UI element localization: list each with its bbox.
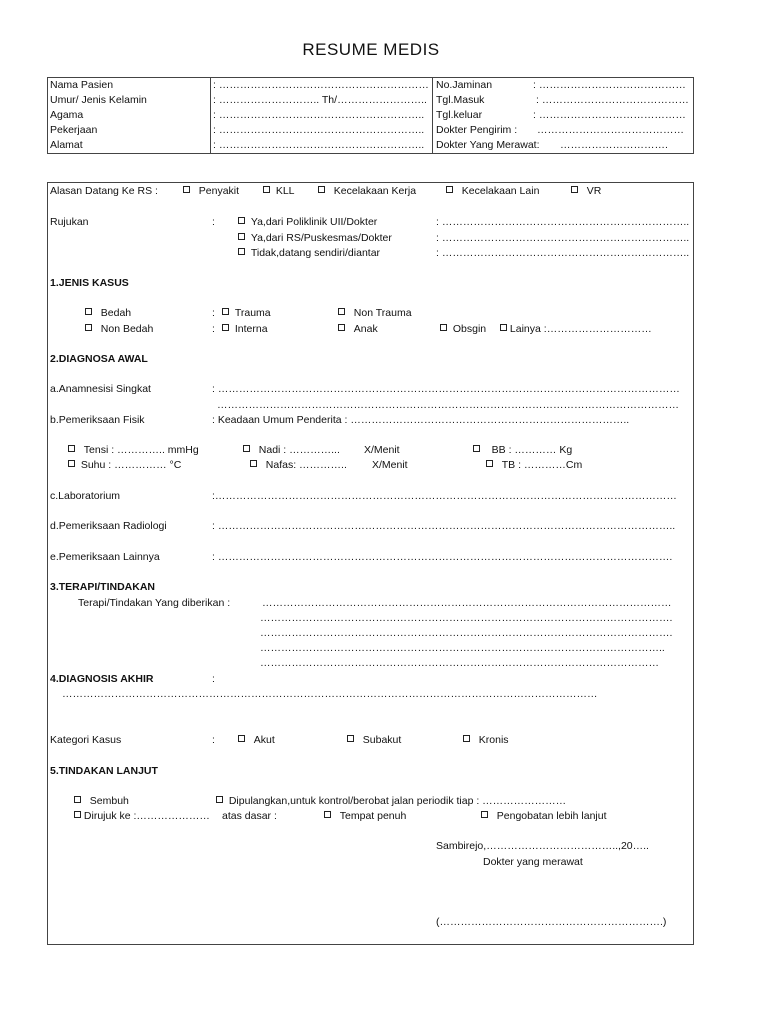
dokter-merawat-field[interactable]: …………………………. <box>560 139 668 151</box>
checkbox-icon[interactable] <box>216 796 223 803</box>
tgl-keluar-label: Tgl.keluar <box>436 109 483 121</box>
dokter-merawat-label: Dokter Yang Merawat: <box>436 139 540 151</box>
nadi-field[interactable]: Nadi : …………... <box>243 444 340 457</box>
alamat-field[interactable]: : ………………………………………………….. <box>213 139 425 151</box>
checkbox-icon[interactable] <box>238 233 245 240</box>
non-bedah-option[interactable]: Non Bedah <box>85 323 153 336</box>
non-trauma-option[interactable]: Non Trauma <box>338 307 412 320</box>
rujukan-option-puskesmas[interactable]: Ya,dari RS/Puskesmas/Dokter <box>238 232 392 245</box>
checkbox-icon[interactable] <box>500 324 507 331</box>
checkbox-icon[interactable] <box>250 460 257 467</box>
anamnesis-field-line2[interactable]: …………………………………………………………………………………………………………………… <box>217 399 679 411</box>
signature-role: Dokter yang merawat <box>483 856 583 868</box>
table-divider <box>432 77 433 154</box>
pengobatan-lanjut-option[interactable]: Pengobatan lebih lanjut <box>481 810 607 823</box>
agama-field[interactable]: : ………………………………………………….. <box>213 109 425 121</box>
radiologi-field[interactable]: : ………………………………………………………………………………………………………………….. <box>212 520 676 532</box>
terapi-label: Terapi/Tindakan Yang diberikan : <box>78 597 231 609</box>
anamnesis-field[interactable]: : …………………………………………………………………………………………………………………… <box>212 383 680 395</box>
tensi-field[interactable]: Tensi : ………….. mmHg <box>68 444 199 457</box>
checkbox-icon[interactable] <box>238 735 245 742</box>
radiologi-label: d.Pemeriksaan Radiologi <box>50 520 167 532</box>
checkbox-icon[interactable] <box>486 460 493 467</box>
terapi-heading: 3.TERAPI/TINDAKAN <box>50 581 156 593</box>
terapi-field[interactable]: ……………………………………………………………………………………………………… <box>262 597 672 609</box>
bedah-option[interactable]: Bedah <box>85 307 131 320</box>
checkbox-icon[interactable] <box>85 324 92 331</box>
anak-option[interactable]: Anak <box>338 323 378 336</box>
agama-label: Agama <box>50 109 84 121</box>
checkbox-icon[interactable] <box>238 217 245 224</box>
pekerjaan-field[interactable]: : ………………………………………………….. <box>213 124 425 136</box>
laboratorium-field[interactable]: :…………………………………………………………………………………………………………………… <box>212 490 677 502</box>
checkbox-icon[interactable] <box>481 811 488 818</box>
document-title: RESUME MEDIS <box>302 40 440 59</box>
rujukan-label: Rujukan <box>50 216 89 228</box>
diagnosis-akhir-colon: : <box>212 673 215 685</box>
checkbox-icon[interactable] <box>74 796 81 803</box>
kategori-kronis-option[interactable]: Kronis <box>463 734 509 747</box>
nama-pasien-label: Nama Pasien <box>50 79 114 91</box>
trauma-option[interactable]: Trauma <box>222 307 271 320</box>
pemeriksaan-lainnya-field[interactable]: : …………………………………………………………………………………………………………………. <box>212 551 673 563</box>
checkbox-icon[interactable] <box>347 735 354 742</box>
checkbox-icon[interactable] <box>446 186 453 193</box>
alamat-label: Alamat <box>50 139 83 151</box>
no-jaminan-field[interactable]: : …………………………………… <box>533 79 686 91</box>
alasan-penyakit-option[interactable]: Penyakit <box>183 185 239 198</box>
checkbox-icon[interactable] <box>85 308 92 315</box>
alasan-kll-option[interactable]: KLL <box>263 185 295 198</box>
bedah-colon: : <box>212 307 215 319</box>
kategori-subakut-option[interactable]: Subakut <box>347 734 401 747</box>
suhu-field[interactable]: Suhu : …………… °C <box>68 459 181 472</box>
tempat-penuh-option[interactable]: Tempat penuh <box>324 810 406 823</box>
alasan-kecelakaan-lain-option[interactable]: Kecelakaan Lain <box>446 185 539 198</box>
rujukan-puskesmas-field[interactable]: : …………………………………………………………….. <box>436 232 690 244</box>
checkbox-icon[interactable] <box>338 308 345 315</box>
anamnesis-label: a.Anamnesisi Singkat <box>50 383 151 395</box>
kategori-kasus-label: Kategori Kasus <box>50 734 122 746</box>
diagnosis-akhir-heading: 4.DIAGNOSIS AKHIR <box>50 673 154 685</box>
jenis-kasus-heading: 1.JENIS KASUS <box>50 277 129 289</box>
checkbox-icon[interactable] <box>243 445 250 452</box>
alasan-vr-option[interactable]: VR <box>571 185 601 198</box>
checkbox-icon[interactable] <box>324 811 331 818</box>
bb-field[interactable]: BB : ………… Kg <box>473 444 572 457</box>
diagnosis-akhir-field[interactable]: ……………………………………………………………………………………………………………………………………… <box>62 688 598 700</box>
pekerjaan-label: Pekerjaan <box>50 124 98 136</box>
pemeriksaan-lainnya-label: e.Pemeriksaan Lainnya <box>50 551 160 563</box>
checkbox-icon[interactable] <box>222 308 229 315</box>
checkbox-icon[interactable] <box>68 445 75 452</box>
checkbox-icon[interactable] <box>463 735 470 742</box>
dipulangkan-option[interactable]: Dipulangkan,untuk kontrol/berobat jalan periodik tiap : …………………… <box>216 795 566 808</box>
nafas-unit: X/Menit <box>372 459 408 471</box>
rujukan-colon: : <box>212 216 215 228</box>
table-divider <box>210 77 211 154</box>
alasan-label: Alasan Datang Ke RS : <box>50 185 158 197</box>
checkbox-icon[interactable] <box>571 186 578 193</box>
non-bedah-colon: : <box>212 323 215 335</box>
obsgin-option[interactable]: Obsgin <box>440 323 486 336</box>
checkbox-icon[interactable] <box>440 324 447 331</box>
tb-field[interactable]: TB : …………Cm <box>486 459 582 472</box>
nadi-unit: X/Menit <box>364 444 400 456</box>
terapi-field-line5[interactable]: …………………………………………………………………………………………………… <box>260 657 659 669</box>
signature-place-date[interactable]: Sambirejo,………………………………..,20….. <box>436 840 649 852</box>
dirujuk-option[interactable]: Dirujuk ke :………………… <box>74 810 210 823</box>
tindakan-lanjut-heading: 5.TINDAKAN LANJUT <box>50 765 158 777</box>
rujukan-poliklinik-field[interactable]: : …………………………………………………………….. <box>436 216 690 228</box>
checkbox-icon[interactable] <box>338 324 345 331</box>
signature-name-field[interactable]: (……………………………………………………….) <box>436 916 667 928</box>
terapi-field-line4[interactable]: …………………………………………………………………………………………………….. <box>260 642 665 654</box>
kategori-colon: : <box>212 734 215 746</box>
checkbox-icon[interactable] <box>473 445 480 452</box>
nafas-field[interactable]: Nafas: ………….. <box>250 459 347 472</box>
rujukan-tidak-field[interactable]: : …………………………………………………………….. <box>436 247 690 259</box>
atas-dasar-label: atas dasar : <box>222 810 277 822</box>
checkbox-icon[interactable] <box>74 811 81 818</box>
umur-field[interactable]: : ……………………….. Th/…………………….. <box>213 94 427 106</box>
nama-pasien-field[interactable]: : …………………………………………………… <box>213 79 429 91</box>
no-jaminan-label: No.Jaminan <box>436 79 493 91</box>
checkbox-icon[interactable] <box>263 186 270 193</box>
tgl-masuk-label: Tgl.Masuk <box>436 94 485 106</box>
tgl-masuk-field[interactable]: : …………………………………… <box>536 94 689 106</box>
lainya-option[interactable]: Lainya :………………………… <box>500 323 652 336</box>
pemeriksaan-fisik-label: b.Pemeriksaan Fisik <box>50 414 145 426</box>
kategori-akut-option[interactable]: Akut <box>238 734 275 747</box>
tgl-keluar-field[interactable]: : …………………………………… <box>533 109 686 121</box>
alasan-kecelakaan-kerja-option[interactable]: Kecelakaan Kerja <box>318 185 416 198</box>
checkbox-icon[interactable] <box>183 186 190 193</box>
dokter-pengirim-label: Dokter Pengirim : <box>436 124 518 136</box>
keadaan-umum-field[interactable]: : Keadaan Umum Penderita : …………………………………………………………………….. <box>212 414 630 426</box>
dokter-pengirim-field[interactable]: …………………………………… <box>537 124 684 136</box>
laboratorium-label: c.Laboratorium <box>50 490 121 502</box>
terapi-field-line3[interactable]: ………………………………………………………………………………………………………. <box>260 627 673 639</box>
checkbox-icon[interactable] <box>222 324 229 331</box>
umur-label: Umur/ Jenis Kelamin <box>50 94 147 106</box>
checkbox-icon[interactable] <box>318 186 325 193</box>
sembuh-option[interactable]: Sembuh <box>74 795 129 808</box>
checkbox-icon[interactable] <box>238 248 245 255</box>
interna-option[interactable]: Interna <box>222 323 268 336</box>
checkbox-icon[interactable] <box>68 460 75 467</box>
rujukan-option-poliklinik[interactable]: Ya,dari Poliklinik UII/Dokter <box>238 216 377 229</box>
rujukan-option-tidak[interactable]: Tidak,datang sendiri/diantar <box>238 247 380 260</box>
terapi-field-line2[interactable]: ………………………………………………………………………………………………………. <box>260 612 673 624</box>
diagnosa-awal-heading: 2.DIAGNOSA AWAL <box>50 353 148 365</box>
